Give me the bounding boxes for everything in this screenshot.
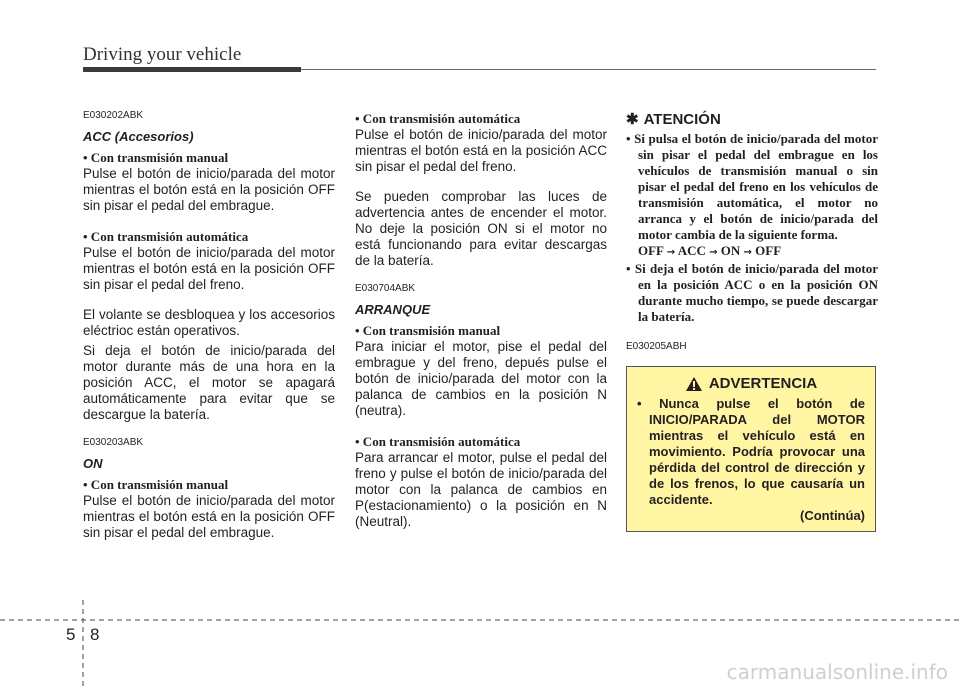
atencion-item: • Si pulsa el botón de inicio/parada del motor sin pisar el pedal del embrague en los vehículos de transmisión manual o sin pisar el pedal del freno en los vehículos de transmisión automática, el motor no arranca y el botón de inicio/parada del motor cambia de la siguiente forma. xyxy=(626,131,878,242)
paragraph: Pulse el botón de inicio/parada del motor mientras el botón está en la posición OFF sin pisar el pedal del embrague. xyxy=(83,166,335,213)
paragraph: Pulse el botón de inicio/parada del motor mientras el botón está en la posición OFF sin pisar el pedal del freno. xyxy=(83,245,335,292)
bullet-heading: • Con transmisión manual xyxy=(83,477,229,492)
section-code: E030203ABK xyxy=(83,437,144,448)
section-code: E030202ABK xyxy=(83,110,144,121)
bullet-heading: • Con transmisión manual xyxy=(355,323,501,338)
state-sequence xyxy=(626,243,878,261)
bullet-heading: • Con transmisión automática xyxy=(355,111,521,126)
state-label: ON xyxy=(720,243,741,258)
paragraph: Si deja el botón de inicio/parada del motor durante más de una hora en la posición ACC, el motor se apagará automáticamente para evitar que se descargue la batería. xyxy=(83,343,335,422)
arrow-right-icon: → xyxy=(666,247,676,258)
page-number: 8 xyxy=(90,625,100,644)
column-3 xyxy=(626,110,878,352)
section-heading: ON xyxy=(83,456,103,471)
bullet-heading: • Con transmisión automática xyxy=(355,434,521,449)
watermark: carmanualsonline.info xyxy=(726,660,948,684)
header-rule xyxy=(301,69,876,70)
header-bar xyxy=(83,67,301,72)
warning-title: ADVERTENCIA xyxy=(708,375,818,392)
state-label: ACC xyxy=(677,243,706,258)
header-title: Driving your vehicle xyxy=(83,44,242,65)
warning-text: • Nunca pulse el botón de INICIO/PARADA del MOTOR mientras el vehículo está en movimiento. Podría provocar una pérdida del control de dirección y de los frenos, lo que causaría un accidente. xyxy=(637,396,865,507)
paragraph: El volante se desbloquea y los accesorios eléctrioc están operativos. xyxy=(83,307,335,338)
atencion-item: • Si deja el botón de inicio/parada del motor en la posición ACC o en la posición ON durante mucho tiempo, se puede descargar la batería. xyxy=(626,261,878,324)
arrow-right-icon: → xyxy=(743,247,752,258)
paragraph: Pulse el botón de inicio/parada del motor mientras el botón está en la posición ACC sin pisar el pedal del freno. xyxy=(355,127,607,174)
section-code: E030205ABH xyxy=(626,341,687,352)
column-1 xyxy=(83,110,335,541)
paragraph: Para iniciar el motor, pise el pedal del embrague y del freno, depués pulse el botón de inicio/parada del motor con la palanca de cambios en la posición N (neutra). xyxy=(355,339,607,418)
bullet-heading: • Con transmisión automática xyxy=(83,229,249,244)
arrow-right-icon: → xyxy=(709,247,718,258)
page-section-number: 5 xyxy=(66,625,76,644)
paragraph: Se pueden comprobar las luces de advertencia antes de encender el motor. No deje la posición ON si el motor no está funcionando para evitar descargas de la batería. xyxy=(355,189,607,268)
atencion-heading xyxy=(626,110,878,128)
section-code: E030704ABK xyxy=(355,283,416,294)
asterisk-icon: ✱ xyxy=(626,111,639,128)
state-label: OFF xyxy=(638,243,664,258)
state-label: OFF xyxy=(755,243,782,258)
atencion-title: ATENCIÓN xyxy=(643,110,721,128)
section-heading: ARRANQUE xyxy=(355,302,431,317)
continued-label: (Continúa) xyxy=(800,508,865,523)
bullet-heading: • Con transmisión manual xyxy=(83,150,229,165)
warning-box xyxy=(626,366,876,532)
paragraph: Para arrancar el motor, pulse el pedal del freno y pulse el botón de inicio/parada del motor con la palanca de cambios en P(estacionamiento) o la posición en N (Neutral). xyxy=(355,450,607,529)
warning-heading xyxy=(637,375,865,392)
column-2 xyxy=(355,110,607,530)
paragraph: Pulse el botón de inicio/parada del motor mientras el botón está en la posición OFF sin pisar el pedal del embrague. xyxy=(83,493,335,540)
section-heading: ACC (Accesorios) xyxy=(83,129,194,144)
warning-triangle-icon xyxy=(685,376,703,392)
